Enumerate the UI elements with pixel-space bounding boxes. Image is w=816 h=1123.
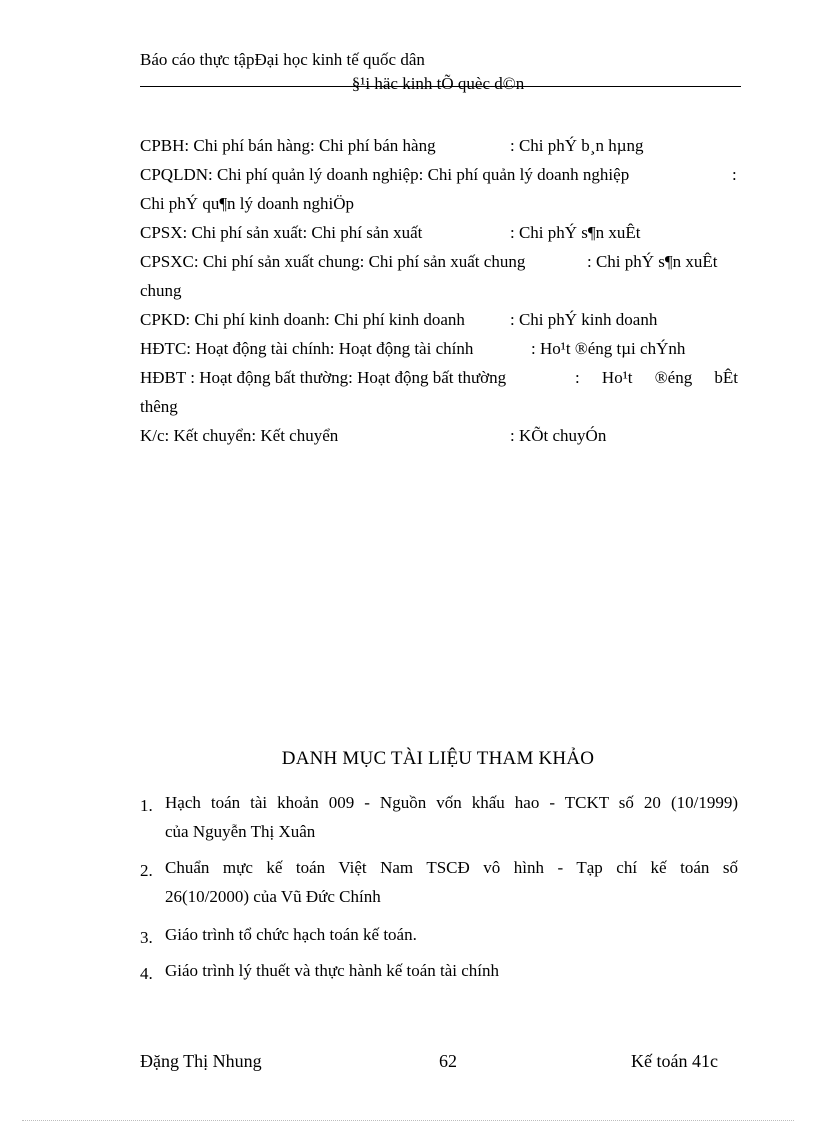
abbreviation-item bbox=[140, 363, 738, 392]
page-bottom-divider bbox=[22, 1120, 794, 1121]
abbreviation-definition: : Ho¹t ®éng bÊt bbox=[575, 368, 738, 387]
abbreviation-term: CPBH: Chi phí bán hàng: Chi phí bán hàng bbox=[140, 136, 436, 155]
reference-text: Hạch toán tài khoản 009 - Nguồn vốn khấu hao - TCKT số 20 (10/1999) bbox=[165, 793, 738, 812]
footer-page-number: 62 bbox=[439, 1051, 457, 1071]
abbreviation-list bbox=[140, 131, 738, 450]
abbreviation-continuation: chung bbox=[140, 281, 182, 300]
reference-text-continued: 26(10/2000) của Vũ Đức Chính bbox=[165, 887, 381, 906]
reference-item bbox=[140, 920, 738, 949]
reference-number: 1. bbox=[140, 796, 153, 815]
abbreviation-term: HĐBT : Hoạt động bất thường: Hoạt động bất thường bbox=[140, 368, 507, 387]
abbreviation-item bbox=[140, 160, 738, 189]
abbreviation-item bbox=[140, 247, 738, 276]
abbreviation-term: K/c: Kết chuyển: Kết chuyển bbox=[140, 426, 339, 445]
abbreviation-definition: : bbox=[732, 165, 737, 184]
reference-item bbox=[140, 853, 738, 911]
abbreviation-term: CPKD: Chi phí kinh doanh: Chi phí kinh doanh bbox=[140, 310, 465, 329]
reference-item bbox=[140, 788, 738, 846]
references-title: DANH MỤC TÀI LIỆU THAM KHẢO bbox=[281, 748, 595, 769]
reference-text: Chuẩn mực kế toán Việt Nam TSCĐ vô hình - Tạp chí kế toán số bbox=[165, 858, 738, 877]
abbreviation-term: CPQLDN: Chi phí quản lý doanh nghiệp: Chi phí quản lý doanh nghiệp bbox=[140, 165, 630, 184]
reference-text: Giáo trình tổ chức hạch toán kế toán. bbox=[165, 925, 417, 944]
abbreviation-continuation: Chi phÝ qu¶n lý doanh nghiÖp bbox=[140, 194, 355, 213]
abbreviation-definition: : Chi phÝ s¶n xuÊt bbox=[587, 252, 718, 271]
abbreviation-definition: : Chi phÝ kinh doanh bbox=[510, 310, 658, 329]
reference-number: 3. bbox=[140, 928, 153, 947]
abbreviation-item bbox=[140, 218, 738, 247]
footer-class: Kế toán 41c bbox=[631, 1051, 718, 1071]
abbreviation-definition: : Ho¹t ®éng tµi chÝnh bbox=[531, 339, 686, 358]
reference-number: 2. bbox=[140, 861, 153, 880]
reference-text: Giáo trình lý thuết và thực hành kế toán tài chính bbox=[165, 961, 500, 980]
abbreviation-term: CPSX: Chi phí sản xuất: Chi phí sản xuất bbox=[140, 223, 423, 242]
abbreviation-item bbox=[140, 334, 738, 363]
reference-number: 4. bbox=[140, 964, 153, 983]
abbreviation-definition: : KÕt chuyÓn bbox=[510, 426, 607, 445]
reference-text-continued: của Nguyễn Thị Xuân bbox=[165, 822, 316, 841]
reference-item bbox=[140, 956, 738, 985]
header-rule bbox=[140, 86, 741, 87]
abbreviation-definition: : Chi phÝ s¶n xuÊt bbox=[510, 223, 641, 242]
abbreviation-item bbox=[140, 131, 738, 160]
abbreviation-term: CPSXC: Chi phí sản xuất chung: Chi phí sản xuất chung bbox=[140, 252, 526, 271]
header-subtitle-text: §¹i häc kinh tÕ quèc d©n bbox=[351, 74, 525, 93]
footer-author: Đặng Thị Nhung bbox=[140, 1051, 262, 1071]
abbreviation-term: HĐTC: Hoạt động tài chính: Hoạt động tài chính bbox=[140, 339, 474, 358]
abbreviation-item bbox=[140, 305, 738, 334]
abbreviation-item bbox=[140, 421, 738, 450]
abbreviation-definition: : Chi phÝ b¸n hµng bbox=[510, 136, 644, 155]
abbreviation-continuation: thêng bbox=[140, 397, 178, 416]
header-title: Báo cáo thực tậpĐại học kinh tế quốc dân bbox=[140, 50, 425, 69]
header-subtitle bbox=[0, 74, 816, 94]
